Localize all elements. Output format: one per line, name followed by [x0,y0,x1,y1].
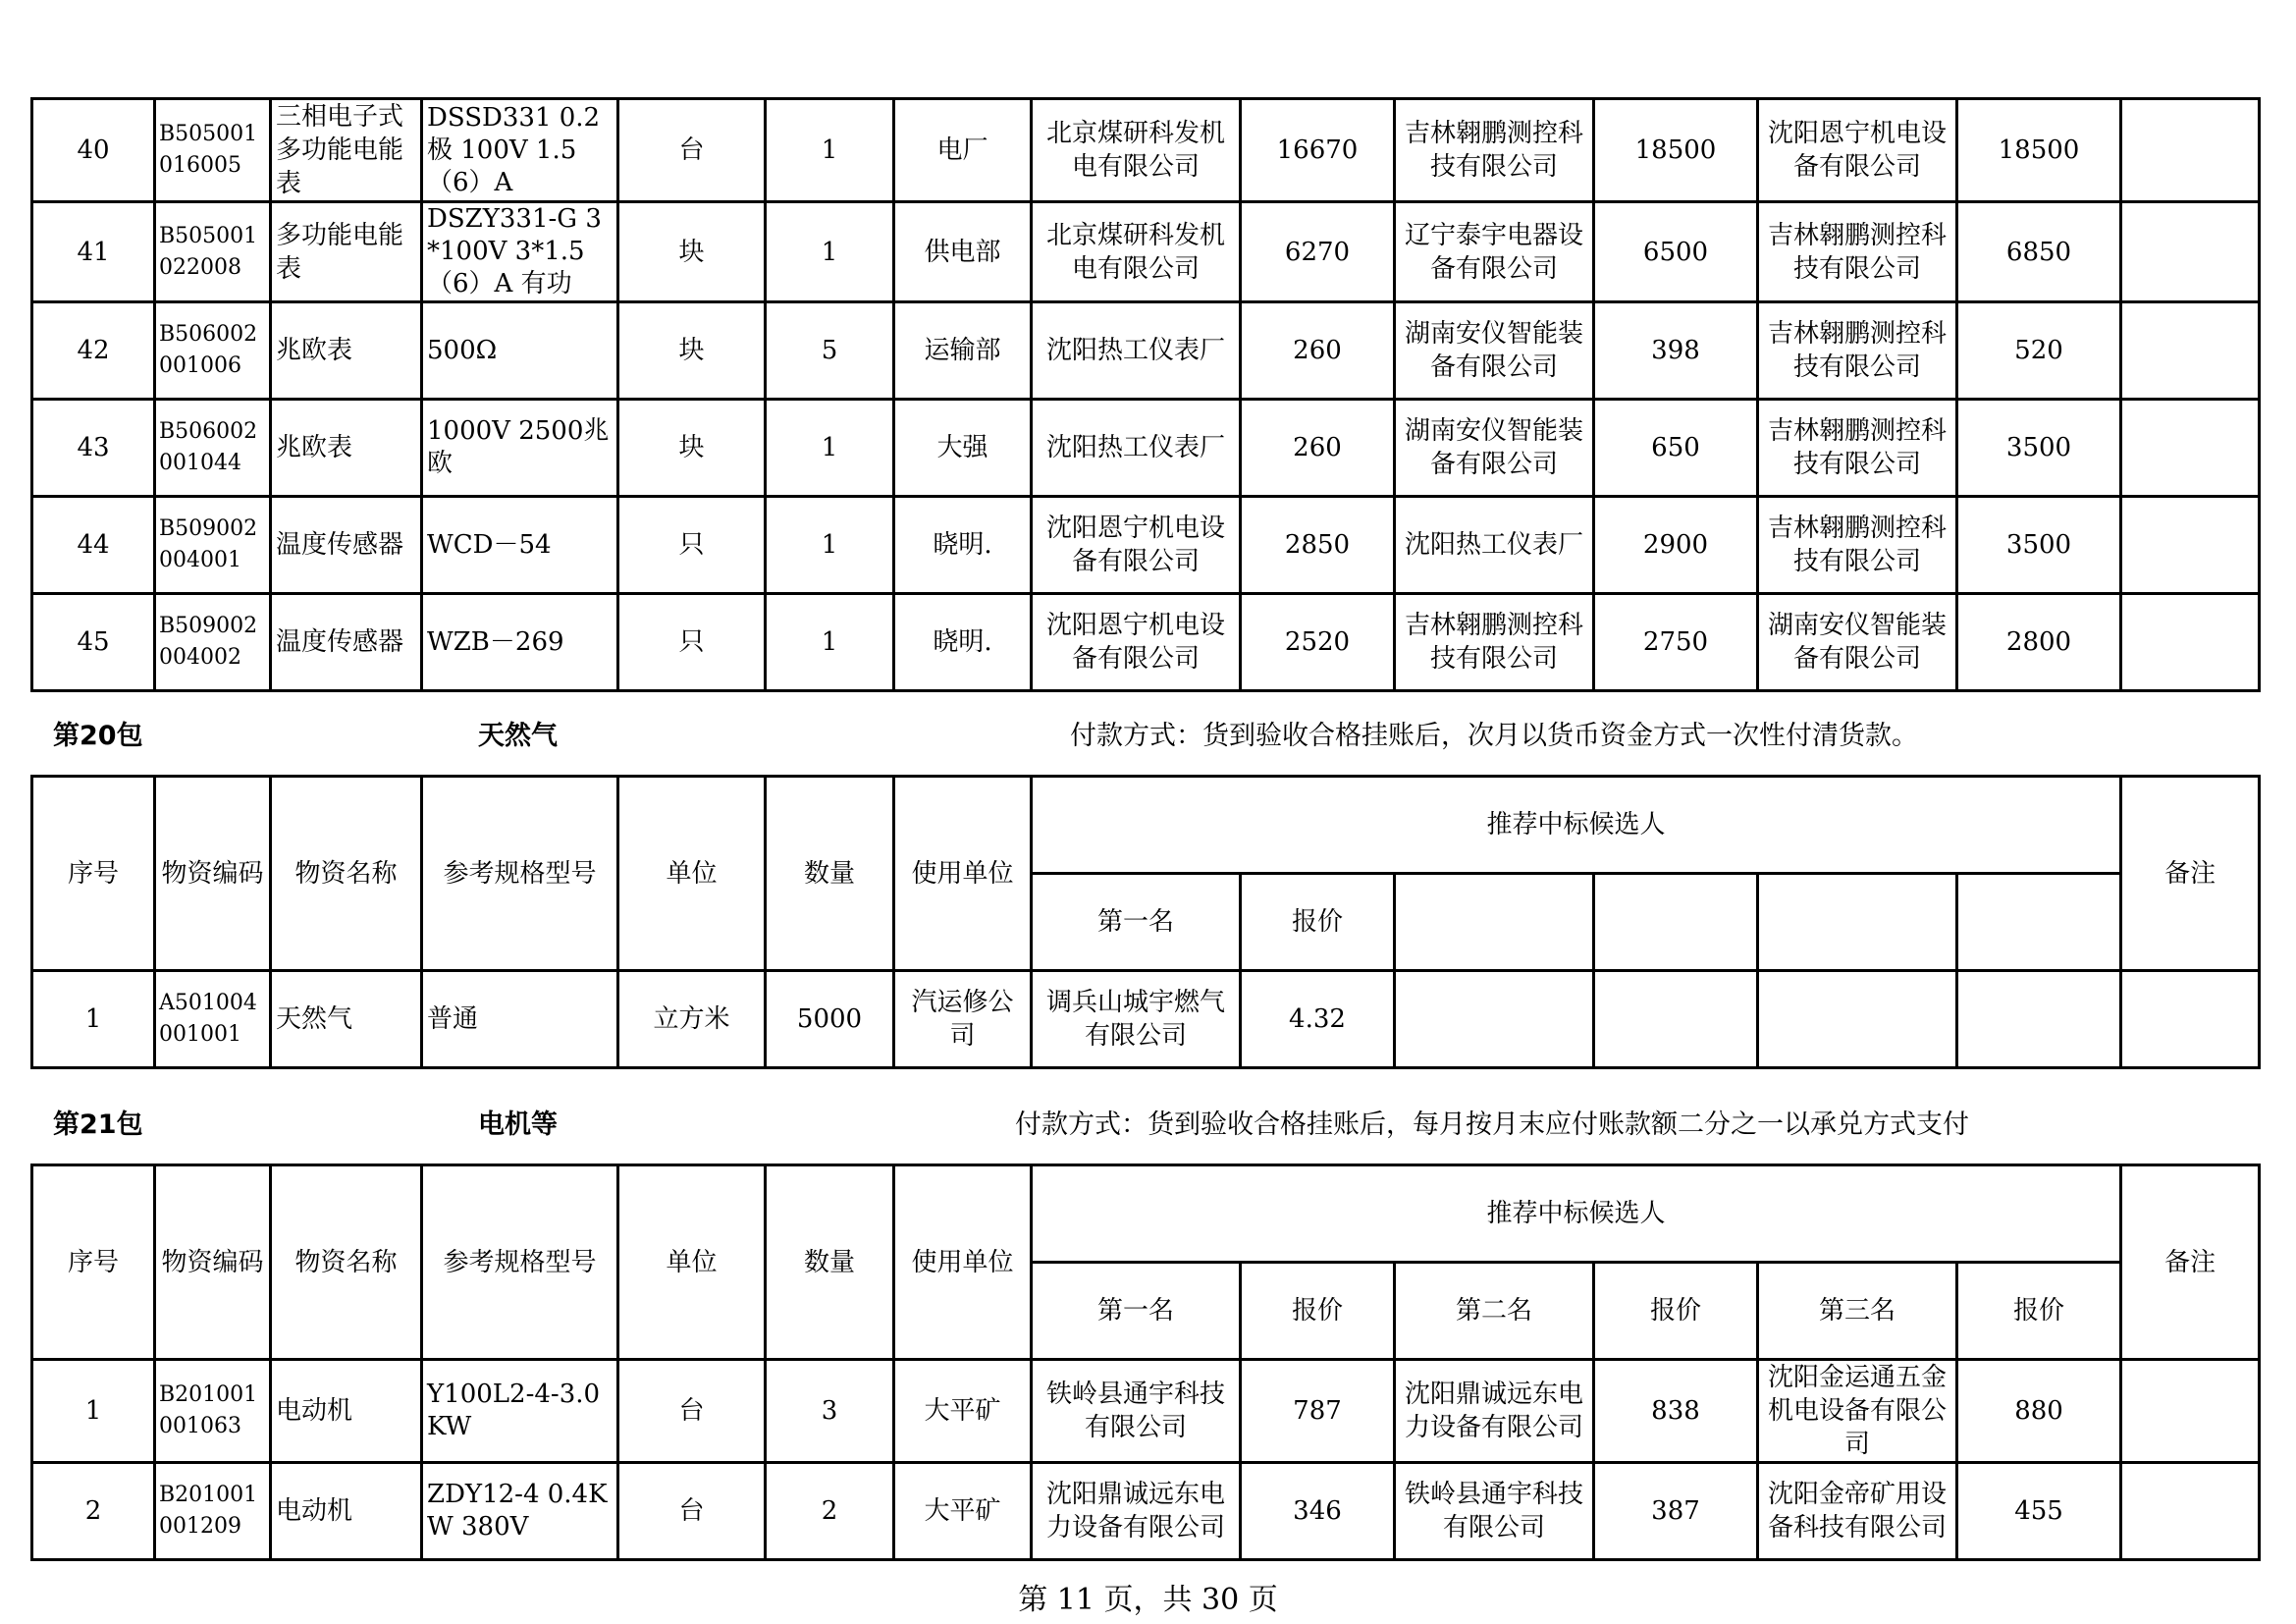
cell-qty: 1 [766,400,894,497]
cell-third-price: 3500 [1957,400,2121,497]
cell-no: 42 [32,302,155,400]
cell-first-price: 260 [1241,302,1395,400]
cell-second-candidate: 吉林翱鹏测控科技有限公司 [1395,594,1594,691]
cell-unit: 台 [618,1463,766,1560]
header-empty [1594,874,1758,971]
cell-third-candidate: 沈阳金运通五金机电设备有限公司 [1758,1360,1957,1463]
payment-terms: 付款方式：货到验收合格挂账后，次月以货币资金方式一次性付清货款。 [1070,721,1918,751]
cell-third-price: 18500 [1957,99,2121,202]
cell-code: A501004001001 [155,971,271,1068]
cell-user: 晓明. [894,497,1032,594]
table-body [32,99,2260,691]
cell-qty: 1 [766,594,894,691]
header-no: 序号 [32,777,155,971]
header-user: 使用单位 [894,1165,1032,1360]
cell-no: 1 [32,1360,155,1463]
cell-note [2121,99,2260,202]
cell-user: 大平矿 [894,1463,1032,1560]
cell-unit: 块 [618,400,766,497]
header-first: 第一名 [1032,1263,1241,1360]
header-name: 物资名称 [271,1165,422,1360]
header-user: 使用单位 [894,777,1032,971]
table-package-21 [30,1164,2261,1561]
table-row [32,99,2260,202]
cell-third-candidate: 吉林翱鹏测控科技有限公司 [1758,400,1957,497]
cell-third-candidate: 吉林翱鹏测控科技有限公司 [1758,497,1957,594]
header-third: 第三名 [1758,1263,1957,1360]
cell-name: 兆欧表 [271,302,422,400]
cell-no: 44 [32,497,155,594]
cell-second-candidate: 吉林翱鹏测控科技有限公司 [1395,99,1594,202]
cell-no: 43 [32,400,155,497]
cell-qty: 1 [766,202,894,302]
cell-note [2121,1360,2260,1463]
cell-second-price [1594,971,1758,1068]
cell-no: 40 [32,99,155,202]
table-body [32,971,2260,1068]
cell-second-candidate: 辽宁泰宇电器设备有限公司 [1395,202,1594,302]
package-21-heading [0,1101,2296,1140]
cell-name: 天然气 [271,971,422,1068]
cell-name: 电动机 [271,1463,422,1560]
cell-first-candidate: 铁岭县通宇科技有限公司 [1032,1360,1241,1463]
cell-code: B506002001044 [155,400,271,497]
cell-code: B201001001063 [155,1360,271,1463]
cell-no: 41 [32,202,155,302]
table-header-row [32,1165,2260,1263]
cell-first-price: 16670 [1241,99,1395,202]
header-empty [1758,874,1957,971]
table-body [32,1360,2260,1560]
cell-code: B505001016005 [155,99,271,202]
cell-user: 大平矿 [894,1360,1032,1463]
header-qty: 数量 [766,777,894,971]
header-code: 物资编码 [155,1165,271,1360]
cell-second-candidate: 湖南安仪智能装备有限公司 [1395,400,1594,497]
cell-code: B506002001006 [155,302,271,400]
cell-code: B509002004001 [155,497,271,594]
cell-third-candidate: 吉林翱鹏测控科技有限公司 [1758,202,1957,302]
cell-third-price: 880 [1957,1360,2121,1463]
cell-spec: 500Ω [422,302,618,400]
cell-first-candidate: 沈阳恩宁机电设备有限公司 [1032,497,1241,594]
cell-third-price [1957,971,2121,1068]
cell-no: 45 [32,594,155,691]
table-row [32,400,2260,497]
table-row [32,1360,2260,1463]
table-row [32,971,2260,1068]
cell-first-price: 2520 [1241,594,1395,691]
header-price: 报价 [1594,1263,1758,1360]
cell-unit: 块 [618,202,766,302]
cell-unit: 只 [618,497,766,594]
payment-terms: 付款方式：货到验收合格挂账后，每月按月末应付账款额二分之一以承兑方式支付 [1015,1110,1969,1140]
cell-third-price: 6850 [1957,202,2121,302]
cell-second-price: 2900 [1594,497,1758,594]
cell-qty: 5 [766,302,894,400]
cell-note [2121,400,2260,497]
cell-user: 晓明. [894,594,1032,691]
cell-first-price: 4.32 [1241,971,1395,1068]
cell-first-candidate: 沈阳恩宁机电设备有限公司 [1032,594,1241,691]
cell-third-candidate: 吉林翱鹏测控科技有限公司 [1758,302,1957,400]
header-empty [1957,874,2121,971]
header-spec: 参考规格型号 [422,777,618,971]
cell-code: B201001001209 [155,1463,271,1560]
cell-unit: 台 [618,1360,766,1463]
table-row [32,594,2260,691]
table-row [32,202,2260,302]
header-price: 报价 [1957,1263,2121,1360]
header-empty [1395,874,1594,971]
header-first: 第一名 [1032,874,1241,971]
cell-first-price: 787 [1241,1360,1395,1463]
cell-no: 1 [32,971,155,1068]
cell-spec: ZDY12-4 0.4KW 380V [422,1463,618,1560]
cell-first-price: 260 [1241,400,1395,497]
cell-third-candidate: 湖南安仪智能装备有限公司 [1758,594,1957,691]
cell-spec: DSZY331-G 3*100V 3*1.5（6）A 有功 [422,202,618,302]
cell-name: 温度传感器 [271,497,422,594]
table-row [32,1463,2260,1560]
cell-first-candidate: 沈阳鼎诚远东电力设备有限公司 [1032,1463,1241,1560]
cell-qty: 3 [766,1360,894,1463]
cell-name: 多功能电能表 [271,202,422,302]
cell-spec: DSSD331 0.2极 100V 1.5（6）A [422,99,618,202]
cell-user: 电厂 [894,99,1032,202]
cell-unit: 块 [618,302,766,400]
package-title: 电机等 [478,1110,558,1140]
cell-third-candidate: 沈阳金帝矿用设备科技有限公司 [1758,1463,1957,1560]
cell-qty: 5000 [766,971,894,1068]
table-row [32,302,2260,400]
cell-second-price: 18500 [1594,99,1758,202]
header-spec: 参考规格型号 [422,1165,618,1360]
header-recommend: 推荐中标候选人 [1032,1165,2121,1263]
cell-third-price: 2800 [1957,594,2121,691]
cell-note [2121,497,2260,594]
package-label: 第20包 [53,721,143,751]
table-package-20 [30,775,2261,1069]
header-name: 物资名称 [271,777,422,971]
header-note: 备注 [2121,1165,2260,1360]
cell-spec: WCD－54 [422,497,618,594]
cell-second-candidate: 沈阳鼎诚远东电力设备有限公司 [1395,1360,1594,1463]
cell-second-price: 387 [1594,1463,1758,1560]
cell-user: 大强 [894,400,1032,497]
cell-first-candidate: 调兵山城宇燃气有限公司 [1032,971,1241,1068]
cell-note [2121,971,2260,1068]
cell-third-price: 455 [1957,1463,2121,1560]
package-20-heading [0,712,2296,751]
cell-third-candidate [1758,971,1957,1068]
cell-name: 兆欧表 [271,400,422,497]
package-label: 第21包 [53,1110,143,1140]
cell-user: 运输部 [894,302,1032,400]
cell-qty: 1 [766,99,894,202]
cell-first-price: 6270 [1241,202,1395,302]
cell-note [2121,302,2260,400]
cell-third-price: 520 [1957,302,2121,400]
cell-name: 三相电子式多功能电能表 [271,99,422,202]
header-second: 第二名 [1395,1263,1594,1360]
cell-qty: 2 [766,1463,894,1560]
header-unit: 单位 [618,777,766,971]
cell-first-price: 346 [1241,1463,1395,1560]
cell-first-candidate: 北京煤研科发机电有限公司 [1032,99,1241,202]
cell-second-price: 650 [1594,400,1758,497]
header-note: 备注 [2121,777,2260,971]
header-unit: 单位 [618,1165,766,1360]
cell-second-candidate: 铁岭县通宇科技有限公司 [1395,1463,1594,1560]
cell-spec: Y100L2-4-3.0KW [422,1360,618,1463]
cell-name: 温度传感器 [271,594,422,691]
cell-user: 供电部 [894,202,1032,302]
cell-second-price: 2750 [1594,594,1758,691]
cell-first-candidate: 北京煤研科发机电有限公司 [1032,202,1241,302]
header-code: 物资编码 [155,777,271,971]
table-package-19-continuation [30,97,2261,692]
cell-no: 2 [32,1463,155,1560]
cell-second-price: 398 [1594,302,1758,400]
package-title: 天然气 [478,721,558,751]
cell-third-candidate: 沈阳恩宁机电设备有限公司 [1758,99,1957,202]
table-row [32,497,2260,594]
cell-third-price: 3500 [1957,497,2121,594]
cell-second-candidate: 湖南安仪智能装备有限公司 [1395,302,1594,400]
cell-spec: WZB－269 [422,594,618,691]
cell-unit: 只 [618,594,766,691]
cell-name: 电动机 [271,1360,422,1463]
cell-first-candidate: 沈阳热工仪表厂 [1032,400,1241,497]
table-header-row [32,777,2260,874]
cell-code: B505001022008 [155,202,271,302]
cell-second-price: 6500 [1594,202,1758,302]
header-qty: 数量 [766,1165,894,1360]
cell-second-candidate [1395,971,1594,1068]
cell-second-price: 838 [1594,1360,1758,1463]
cell-code: B509002004002 [155,594,271,691]
cell-qty: 1 [766,497,894,594]
cell-first-candidate: 沈阳热工仪表厂 [1032,302,1241,400]
cell-note [2121,1463,2260,1560]
cell-first-price: 2850 [1241,497,1395,594]
cell-spec: 1000V 2500兆欧 [422,400,618,497]
header-price: 报价 [1241,874,1395,971]
cell-note [2121,202,2260,302]
page-footer: 第 11 页，共 30 页 [1018,1583,1278,1617]
cell-user: 汽运修公司 [894,971,1032,1068]
cell-unit: 立方米 [618,971,766,1068]
cell-spec: 普通 [422,971,618,1068]
cell-note [2121,594,2260,691]
cell-second-candidate: 沈阳热工仪表厂 [1395,497,1594,594]
header-no: 序号 [32,1165,155,1360]
header-recommend: 推荐中标候选人 [1032,777,2121,874]
cell-unit: 台 [618,99,766,202]
header-price: 报价 [1241,1263,1395,1360]
